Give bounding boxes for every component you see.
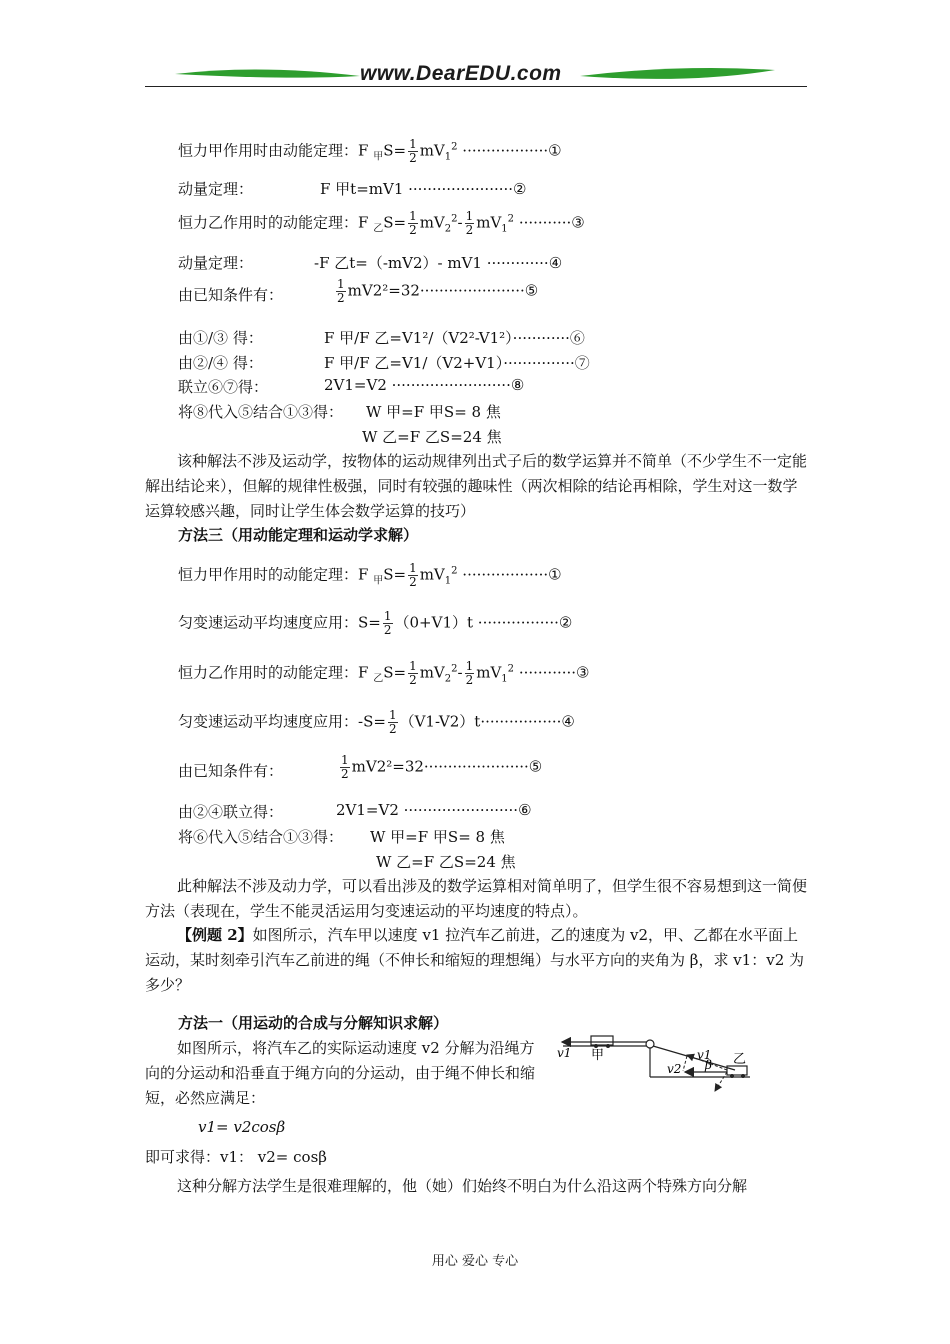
m3-line-3: 恒力乙作用时的动能定理：F $_乙$S= $\frac{1}{2}$ $mV_2^2-$ $\frac{1}{2}$ $mV_1^2$ ············③	[178, 659, 590, 687]
car-yi-icon	[727, 1066, 747, 1075]
m2-line-10: W 乙=F 乙S=24 焦	[362, 428, 502, 446]
m1-tail: 这种分解方法学生是很难理解的，他（她）们始终不明白为什么沿这两个特殊方向分解	[177, 1177, 748, 1195]
svg-text:乙: 乙	[733, 1052, 747, 1067]
m3-line-4: 匀变速运动平均速度应用：-S= $\frac{1}{2}$ （V1-V2）t·················④	[178, 708, 575, 736]
m1-result: 即可求得：v1： v2= cosβ	[145, 1148, 327, 1166]
fraction: $\frac{1}{2}$	[409, 137, 417, 165]
m3-line-2: 匀变速运动平均速度应用：S= $\frac{1}{2}$ （0+V1）t ·················②	[178, 609, 573, 637]
svg-text:甲: 甲	[591, 1048, 605, 1063]
m2-line-5: 由已知条件有： $\frac{1}{2}$ mV2²=32······················⑤	[178, 277, 539, 305]
m1-para: 如图所示，将汽车乙的实际运动速度 v2 分解为沿绳方向的分运动和沿垂直于绳方向的分运动，由于绳不伸长和缩短，必然应满足：	[145, 1039, 536, 1107]
m3-line-6: 由②④联立得： 2V1=V2 ························⑥	[178, 801, 532, 821]
header-rule	[145, 86, 807, 87]
m2-line-2: 动量定理： F 甲t=mV1 ······················②	[178, 180, 527, 198]
m2-line-8: 联立⑥⑦得： 2V1=V2 ·························⑧	[178, 376, 525, 396]
m3-comment: 此种解法不涉及动力学，可以看出涉及的数学运算相对简单明了，但学生很不容易想到这一简便方法（表现在，学生不能灵活运用匀变速运动的平均速度的特点）。	[145, 877, 808, 920]
header-site[interactable]: www.DearEDU.com	[360, 62, 562, 85]
m2-line-4: 动量定理： -F 乙t=（-mV2）- mV1 ·············④	[178, 254, 563, 272]
m2-line-1: 恒力甲作用时由动能定理：F $_甲$S= $\frac{1}{2}$ $mV_1^2$ ··················①	[178, 137, 562, 165]
svg-text:v2: v2	[667, 1062, 682, 1076]
m3-line-5: 由已知条件有： $\frac{1}{2}$ mV2²=32······················⑤	[178, 753, 543, 781]
example2-text: 如图所示，汽车甲以速度 v1 拉汽车乙前进，乙的速度为 v2，甲、乙都在水平面上运动，某时刻牵引汽车乙前进的绳（不伸长和缩短的理想绳）与水平方向的夹角为 β，求 v1：v2 为多少？	[145, 926, 805, 994]
pulley-icon	[646, 1040, 654, 1048]
m2-line-9: 将⑧代入⑤结合①③得： W 甲=F 甲S= 8 焦	[178, 403, 501, 421]
svg-text:v1: v1	[557, 1046, 572, 1060]
m2-line-7: 由②/④ 得： F 甲/F 乙=V1/（V2+V1）···············⑦	[178, 354, 590, 372]
car-jia-icon	[591, 1036, 613, 1045]
m3-line-7: 将⑥代入⑤结合①③得： W 甲=F 甲S= 8 焦	[178, 828, 505, 846]
m1-title: 方法一（用运动的合成与分解知识求解）	[178, 1014, 449, 1032]
m2-line-6: 由①/③ 得： F 甲/F 乙=V1²/（V2²-V1²）············⑥	[178, 329, 585, 347]
page-footer: 用心 爱心 专心	[431, 1254, 519, 1269]
example2-tag: 【例题 2】	[177, 926, 253, 944]
svg-text:v1: v1	[697, 1048, 712, 1062]
m3-title: 方法三（用动能定理和运动学求解）	[178, 526, 419, 544]
m1-eq1: v1= v2cosβ	[198, 1118, 286, 1136]
example2	[145, 923, 810, 998]
m2-line-3: 恒力乙作用时的动能定理：F $_乙$S= $\frac{1}{2}$ $mV_2^2-$ $\frac{1}{2}$ $mV_1^2$ ···········③	[178, 209, 585, 237]
m3-line-1: 恒力甲作用时的动能定理：F $_甲$S= $\frac{1}{2}$ $mV_1^2$ ··················①	[178, 561, 562, 589]
m3-line-8: W 乙=F 乙S=24 焦	[376, 853, 516, 871]
svg-text:β: β	[705, 1058, 712, 1072]
m2-comment: 该种解法不涉及运动学，按物体的运动规律列出式子后的数学运算并不简单（不少学生不一定能解出结论来），但解的规律性极强，同时有较强的趣味性（两次相除的结论再相除，学生对这一数学运算较感兴趣，同时让学生体会数学运算的技巧）	[145, 452, 808, 520]
rope-car-figure	[555, 1025, 795, 1115]
